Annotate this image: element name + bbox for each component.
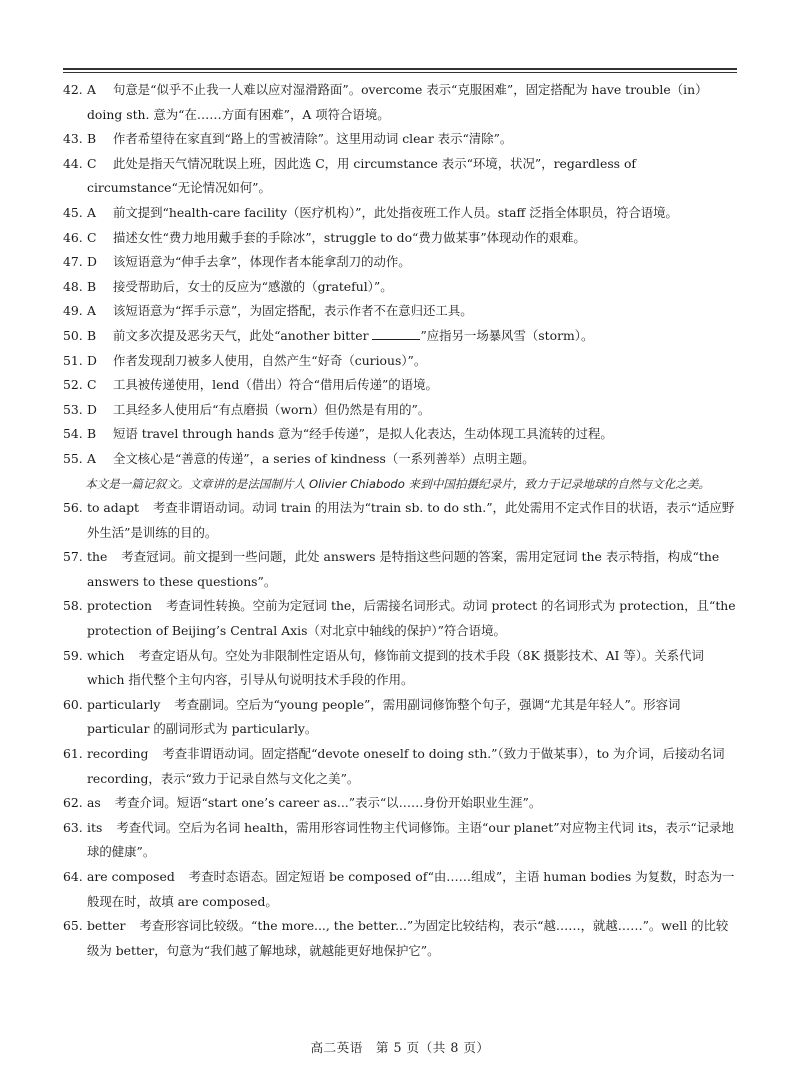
answer-item xyxy=(63,865,737,914)
item-explanation: 作者发现刮刀被多人使用，自然产生“好奇（curious）”。 xyxy=(113,352,427,368)
answer-item xyxy=(63,349,737,374)
item-answer: better xyxy=(87,918,126,934)
item-answer: as xyxy=(87,795,101,811)
item-explanation: 全文核心是“善意的传递”，a series of kindness（一系列善举）点明主题。 xyxy=(113,450,535,466)
grammar-fill-answers-56-65 xyxy=(63,496,737,963)
answer-item xyxy=(63,447,737,472)
answer-item xyxy=(63,742,737,791)
item-number: 54. xyxy=(63,426,83,442)
item-explanation-part1: 前文多次提及恶劣天气，此处“another bitter xyxy=(113,327,373,343)
item-answer: particularly xyxy=(87,696,161,712)
answer-item xyxy=(63,791,737,816)
passage-summary: 本文是一篇记叙文。文章讲的是法国制片人 Olivier Chiabodo 来到中国拍摄纪录片，致力于记录地球的自然与文化之美。 xyxy=(85,476,711,491)
item-answer: protection xyxy=(87,598,152,614)
blank-line xyxy=(372,327,420,340)
item-answer: B xyxy=(87,327,97,343)
item-number: 49. xyxy=(63,303,83,319)
answer-item xyxy=(63,275,737,300)
item-answer: A xyxy=(87,303,96,319)
item-explanation-part2: ”应指另一场暴风雪（storm）。 xyxy=(420,327,594,343)
answer-item xyxy=(63,422,737,447)
item-number: 56. xyxy=(63,500,83,516)
answer-item-50 xyxy=(63,324,737,349)
item-number: 45. xyxy=(63,204,83,220)
item-explanation: 接受帮助后，女士的反应为“感激的（grateful）”。 xyxy=(113,278,393,294)
item-answer: A xyxy=(87,450,96,466)
item-answer: recording xyxy=(87,746,149,762)
item-explanation: 考查副词。空后为“young people”，需用副词修饰整个句子，强调“尤其是年轻人”。形容词 particular 的副词形式为 particularly。 xyxy=(87,696,681,737)
page-footer: 高二英语 第 5 页（共 8 页） xyxy=(310,1040,490,1055)
item-number: 57. xyxy=(63,549,83,565)
item-number: 65. xyxy=(63,918,83,934)
item-answer: to adapt xyxy=(87,500,139,516)
answer-explanations xyxy=(63,78,737,963)
item-answer: D xyxy=(87,401,97,417)
answer-item xyxy=(63,250,737,275)
answer-item xyxy=(63,693,737,742)
item-explanation: 前文提到“health-care facility（医疗机构）”，此处指夜班工作人员。staff 泛指全体职员，符合语境。 xyxy=(113,204,678,220)
item-answer: C xyxy=(87,155,97,171)
item-number: 61. xyxy=(63,746,83,762)
item-number: 58. xyxy=(63,598,83,614)
item-explanation: 句意是“似乎不止我一人难以应对湿滑路面”。overcome 表示“克服困难”，固定搭配为 have trouble（in）doing sth. 意为“在……方面有困难”，A 项符合语境。 xyxy=(87,82,708,122)
item-explanation: 考查形容词比较级。“the more..., the better...”为固定比较结构，表示“越……，就越……”。well 的比较级为 better，句意为“我们越了解地球，就越能更好地保护它”。 xyxy=(87,918,729,958)
cloze-answers-42-49 xyxy=(63,78,737,324)
item-answer: D xyxy=(87,352,97,368)
item-answer: B xyxy=(87,131,97,147)
item-explanation: 此处是指天气情况耽误上班，因此选 C，用 circumstance 表示“环境，状况”，regardless of circumstance“无论情况如何”。 xyxy=(87,155,637,196)
item-number: 42. xyxy=(63,82,83,97)
item-number: 50. xyxy=(63,327,83,343)
item-number: 48. xyxy=(63,278,83,294)
item-explanation: 考查冠词。前文提到一些问题，此处 answers 是特指这些问题的答案，需用定冠词 the 表示特指，构成“the answers to these questions”。 xyxy=(87,549,720,589)
item-number: 60. xyxy=(63,696,83,712)
item-number: 62. xyxy=(63,795,83,811)
item-number: 46. xyxy=(63,229,83,245)
header-rule xyxy=(63,68,737,70)
item-number: 51. xyxy=(63,352,83,368)
item-answer: which xyxy=(87,647,125,663)
answer-item xyxy=(63,201,737,226)
item-answer: C xyxy=(87,377,97,393)
cloze-answers-51-55 xyxy=(63,349,737,472)
item-answer: A xyxy=(87,82,96,97)
item-number: 64. xyxy=(63,869,83,884)
answer-item xyxy=(63,816,737,865)
answer-item xyxy=(63,373,737,398)
answer-item xyxy=(63,545,737,594)
header-rule-thin xyxy=(63,72,737,73)
item-explanation: 考查代词。空后为名词 health，需用形容词性物主代词修饰。主语“our planet”对应物主代词 its，表示“记录地球的健康”。 xyxy=(87,819,734,860)
answer-item xyxy=(63,914,737,963)
answer-item xyxy=(63,226,737,251)
item-explanation: 工具被传递使用，lend（借出）符合“借用后传递”的语境。 xyxy=(113,377,438,393)
item-answer: C xyxy=(87,229,97,245)
item-explanation: 该短语意为“挥手示意”，为固定搭配，表示作者不在意归还工具。 xyxy=(113,303,473,319)
item-answer: are composed xyxy=(87,869,175,884)
answer-item xyxy=(63,299,737,324)
item-number: 52. xyxy=(63,377,83,393)
item-answer: its xyxy=(87,819,103,835)
item-answer: D xyxy=(87,254,97,270)
item-explanation: 考查定语从句。空处为非限制性定语从句，修饰前文提到的技术手段（8K 摄影技术、AI 等）。关系代词 which 指代整个主句内容，引导从句说明技术手段的作用。 xyxy=(87,647,704,688)
item-number: 47. xyxy=(63,254,83,270)
answer-item xyxy=(63,127,737,152)
item-number: 44. xyxy=(63,155,83,171)
item-explanation: 考查介词。短语“start one’s career as...”表示“以……身份开始职业生涯”。 xyxy=(114,795,542,811)
item-explanation: 考查时态语态。固定短语 be composed of“由……组成”，主语 human bodies 为复数，时态为一般现在时，故填 are composed。 xyxy=(87,869,735,909)
item-explanation: 考查非谓语动词。固定搭配“devote oneself to doing sth.”（致力于做某事），to 为介词，后接动名词 recording，表示“致力于记录自然与文化之美”。 xyxy=(87,746,725,786)
item-number: 43. xyxy=(63,131,83,147)
answer-item xyxy=(63,594,737,643)
item-explanation: 描述女性“费力地用戴手套的手除冰”，struggle to do“费力做某事”体现动作的艰难。 xyxy=(113,229,586,245)
answer-item xyxy=(63,398,737,423)
item-explanation: 作者希望待在家直到“路上的雪被清除”。这里用动词 clear 表示“清除”。 xyxy=(113,131,513,147)
answer-item xyxy=(63,152,737,201)
answer-item xyxy=(63,496,737,545)
item-explanation: 工具经多人使用后“有点磨损（worn）但仍然是有用的”。 xyxy=(113,401,431,417)
item-answer: A xyxy=(87,204,96,220)
item-number: 55. xyxy=(63,450,83,466)
item-explanation: 考查词性转换。空前为定冠词 the，后需接名词形式。动词 protect 的名词形式为 protection，且“the protection of Beijing’s Central Axis（对北京中轴线的保护）”符合语境。 xyxy=(87,598,736,639)
item-explanation: 该短语意为“伸手去拿”，体现作者本能拿刮刀的动作。 xyxy=(113,254,411,270)
item-number: 53. xyxy=(63,401,83,417)
item-answer: the xyxy=(87,549,108,565)
item-number: 63. xyxy=(63,819,83,835)
item-number: 59. xyxy=(63,647,83,663)
item-explanation: 考查非谓语动词。动词 train 的用法为“train sb. to do sth.”，此处需用不定式作目的状语，表示“适应野外生活”是训练的目的。 xyxy=(87,500,735,540)
answer-item xyxy=(63,644,737,693)
answer-item xyxy=(63,78,737,127)
item-explanation: 短语 travel through hands 意为“经手传递”，是拟人化表达，生动体现工具流转的过程。 xyxy=(113,426,613,442)
item-answer: B xyxy=(87,278,97,294)
item-answer: B xyxy=(87,426,97,442)
